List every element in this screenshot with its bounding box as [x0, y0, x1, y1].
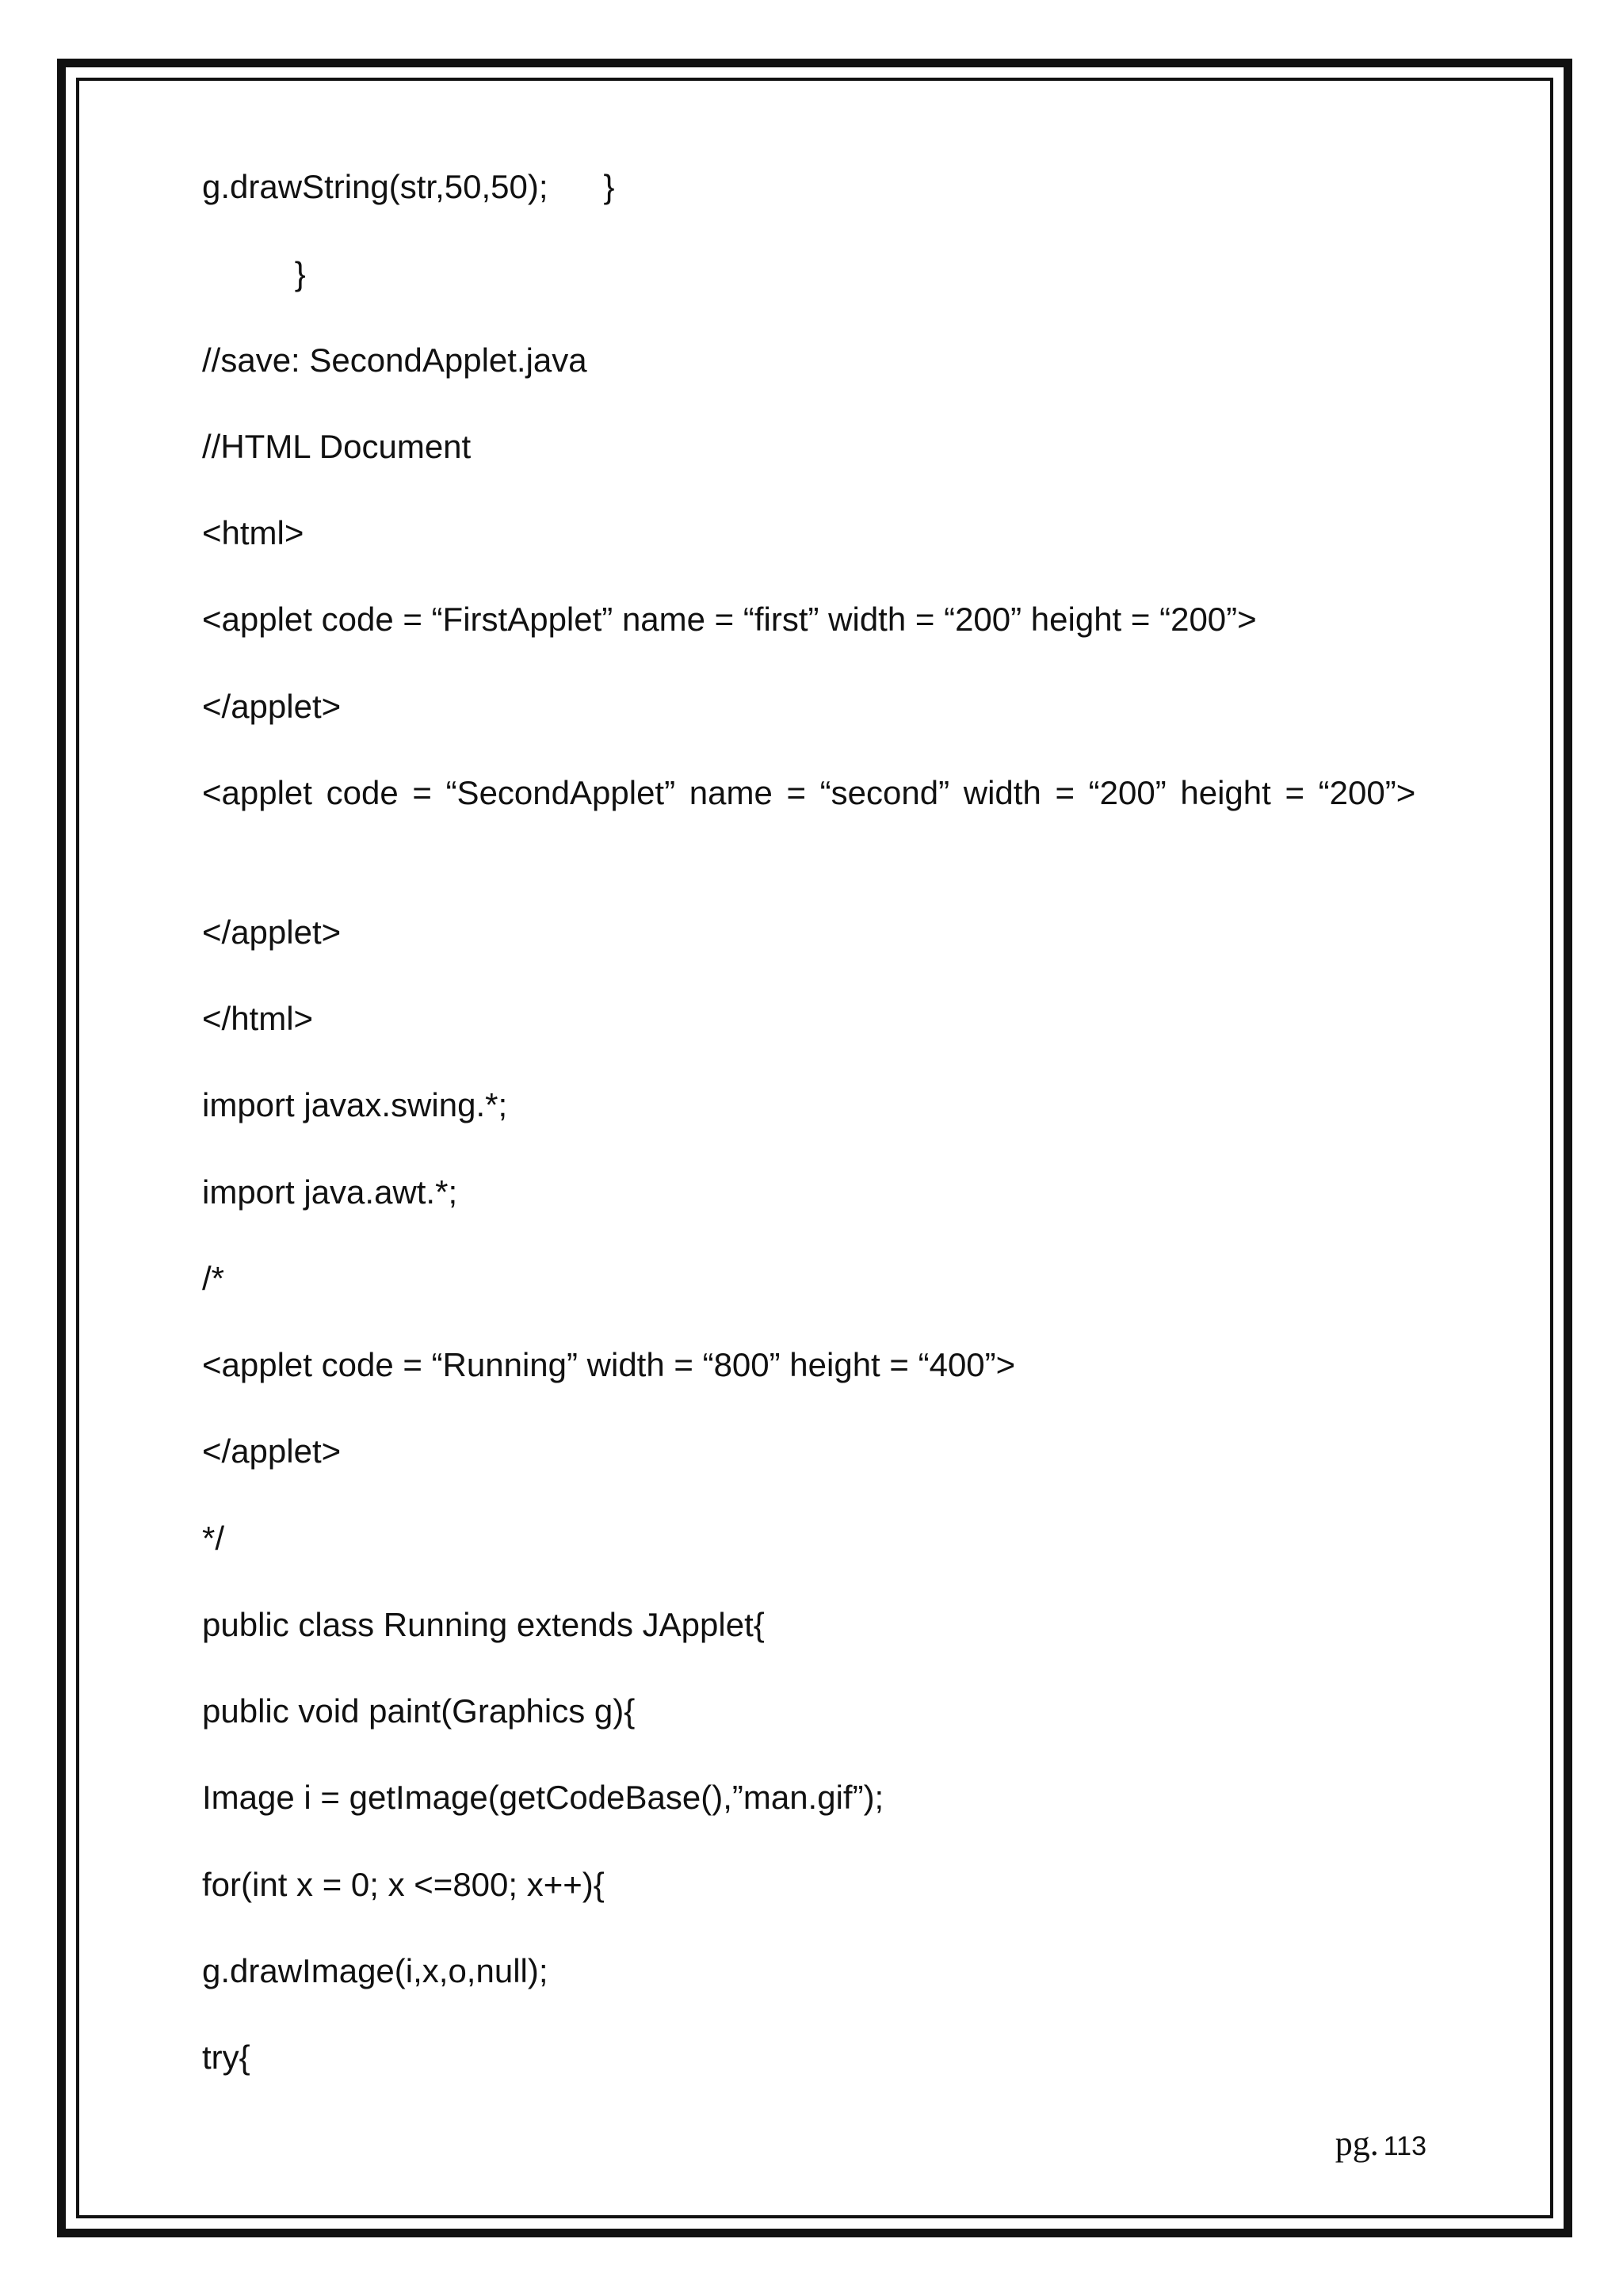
code-line: Image i = getImage(getCodeBase(),”man.gif”);	[202, 1779, 884, 1816]
code-line: */	[202, 1520, 225, 1557]
code-line: public void paint(Graphics g){	[202, 1692, 636, 1730]
code-line: <applet code = “FirstApplet” name = “first” width = “200” height = “200”>	[202, 601, 1257, 638]
code-line: g.drawString(str,50,50); }	[202, 168, 615, 205]
code-line: </applet>	[202, 688, 342, 725]
code-line: try{	[202, 2039, 250, 2076]
code-line: /*	[202, 1260, 225, 1297]
code-line: public class Running extends JApplet{	[202, 1606, 765, 1643]
code-line: import java.awt.*;	[202, 1173, 458, 1211]
code-line: <applet code = “Running” width = “800” height = “400”>	[202, 1346, 1016, 1383]
code-line: </applet>	[202, 1432, 342, 1470]
page-number-label: pg.	[1335, 2124, 1379, 2163]
code-line: for(int x = 0; x <=800; x++){	[202, 1866, 605, 1903]
page-number-value: 113	[1383, 2131, 1426, 2161]
code-line: import javax.swing.*;	[202, 1086, 508, 1123]
page-number	[1335, 2123, 1426, 2164]
code-line: //HTML Document	[202, 428, 472, 465]
code-line: //save: SecondApplet.java	[202, 341, 587, 379]
code-line: g.drawImage(i,x,o,null);	[202, 1952, 548, 1989]
code-line: </applet>	[202, 913, 342, 951]
code-line: </html>	[202, 1000, 314, 1037]
code-line: }	[202, 255, 306, 292]
code-line: <html>	[202, 514, 304, 551]
code-line: <applet code = “SecondApplet” name = “second” width = “200” height = “200”>	[202, 774, 1416, 811]
